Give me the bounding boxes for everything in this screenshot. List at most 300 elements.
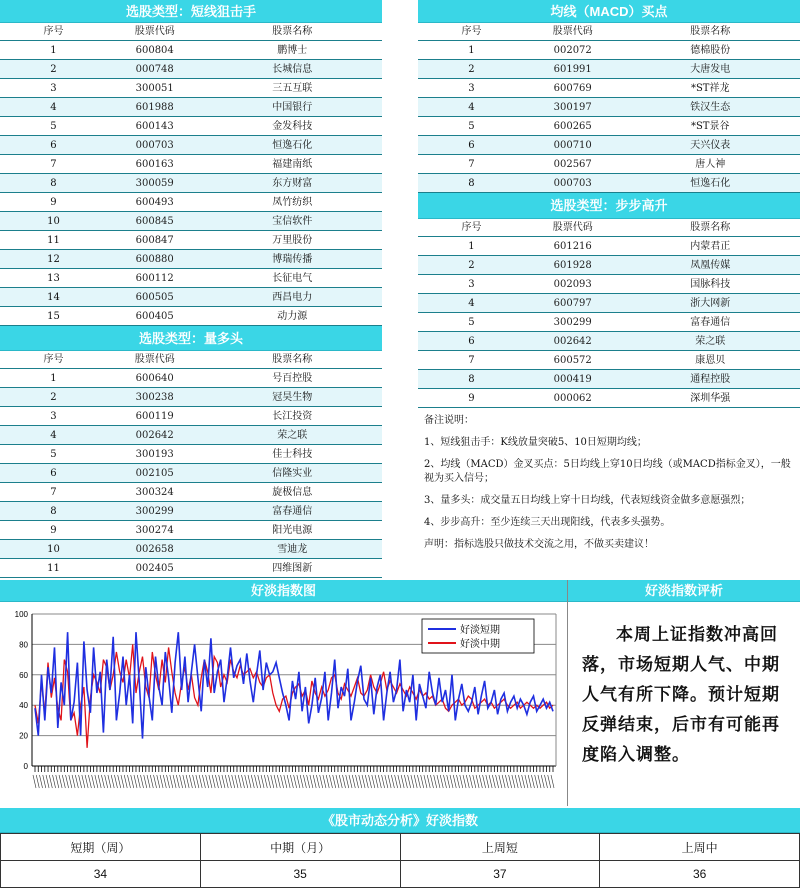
- name-cell: 旋极信息: [202, 483, 382, 502]
- table-row: [418, 351, 800, 370]
- seq-cell: 5: [0, 117, 107, 136]
- name-cell: 国脉科技: [620, 275, 800, 294]
- seq-cell: 1: [418, 41, 525, 60]
- code-cell: 601988: [107, 98, 203, 117]
- code-cell: 300324: [107, 483, 203, 502]
- x-tick-mark: [382, 775, 385, 788]
- x-tick-mark: [281, 775, 284, 788]
- table-row: [418, 136, 800, 155]
- x-tick-mark: [144, 775, 147, 788]
- table-row: [0, 79, 382, 98]
- x-tick-mark: [53, 775, 56, 788]
- x-tick-mark: [395, 775, 398, 788]
- x-tick-mark: [62, 775, 65, 788]
- x-tick-mark: [108, 775, 111, 788]
- table-row: [418, 332, 800, 351]
- x-tick-mark: [329, 775, 332, 788]
- table-row: [0, 250, 382, 269]
- seq-cell: 3: [0, 79, 107, 98]
- x-tick-mark: [430, 775, 433, 788]
- evaluation-title: 好淡指数评析: [568, 580, 800, 602]
- name-cell: 鹏博士: [202, 41, 382, 60]
- name-cell: 恒逸石化: [620, 174, 800, 193]
- name-cell: *ST景谷: [620, 117, 800, 136]
- code-cell: 002642: [525, 332, 621, 351]
- summary-value-mid-month: 35: [200, 861, 400, 888]
- x-tick-mark: [499, 775, 502, 788]
- macd-title: 均线（MACD）买点: [418, 0, 800, 23]
- col-seq: 序号: [0, 351, 107, 369]
- table-row: [418, 98, 800, 117]
- x-tick-mark: [131, 775, 134, 788]
- seq-cell: 12: [0, 250, 107, 269]
- x-tick-mark: [173, 775, 176, 788]
- table-row: [418, 174, 800, 193]
- seq-cell: 10: [0, 540, 107, 559]
- code-cell: 000062: [525, 389, 621, 408]
- x-tick-mark: [79, 775, 82, 788]
- x-tick-mark: [303, 775, 306, 788]
- x-tick-mark: [69, 775, 72, 788]
- note-item-3: 3、量多头：成交量五日均线上穿十日均线，代表短线资金做多意愿强烈；: [424, 495, 751, 506]
- name-cell: 铁汉生态: [620, 98, 800, 117]
- table-row: [418, 294, 800, 313]
- x-tick-mark: [479, 775, 482, 788]
- table-row: [0, 307, 382, 326]
- steps-title: 选股类型：步步高升: [418, 193, 800, 219]
- x-tick-mark: [378, 775, 381, 788]
- x-tick-mark: [124, 775, 127, 788]
- col-name: 股票名称: [620, 23, 800, 41]
- seq-cell: 9: [0, 521, 107, 540]
- x-tick-mark: [277, 775, 280, 788]
- summary-header-short-week: 短期（周）: [1, 834, 201, 861]
- evaluation-panel: [568, 580, 800, 806]
- x-tick-mark: [535, 775, 538, 788]
- table-row: [418, 79, 800, 98]
- seq-cell: 10: [0, 212, 107, 231]
- code-cell: 600265: [525, 117, 621, 136]
- x-tick-mark: [180, 775, 183, 788]
- x-tick-mark: [323, 775, 326, 788]
- x-tick-mark: [326, 775, 329, 788]
- x-tick-mark: [486, 775, 489, 788]
- table-row: [418, 313, 800, 332]
- table-row: [0, 388, 382, 407]
- summary-value-last-short: 37: [400, 861, 600, 888]
- name-cell: 金发科技: [202, 117, 382, 136]
- table-row: [0, 521, 382, 540]
- table-header-row: [418, 219, 800, 237]
- name-cell: 通程控股: [620, 370, 800, 389]
- summary-header-last-short: 上周短: [400, 834, 600, 861]
- x-tick-mark: [463, 775, 466, 788]
- table-row: [418, 117, 800, 136]
- x-tick-mark: [427, 775, 430, 788]
- x-tick-mark: [443, 775, 446, 788]
- x-tick-mark: [95, 775, 98, 788]
- seq-cell: 2: [0, 388, 107, 407]
- col-name: 股票名称: [620, 219, 800, 237]
- name-cell: 长江投资: [202, 407, 382, 426]
- x-tick-mark: [515, 775, 518, 788]
- table-row: [418, 60, 800, 79]
- table-row: [0, 540, 382, 559]
- seq-cell: 1: [418, 237, 525, 256]
- name-cell: 浙大网新: [620, 294, 800, 313]
- col-code: 股票代码: [107, 23, 203, 41]
- notes-section: [418, 408, 800, 552]
- seq-cell: 8: [418, 370, 525, 389]
- x-tick-mark: [212, 775, 215, 788]
- x-tick-mark: [509, 775, 512, 788]
- code-cell: 300274: [107, 521, 203, 540]
- x-tick-mark: [248, 775, 251, 788]
- x-tick-mark: [92, 775, 95, 788]
- chart-legend: [422, 619, 534, 653]
- table-row: [0, 369, 382, 388]
- x-tick-mark: [170, 775, 173, 788]
- code-cell: 600405: [107, 307, 203, 326]
- steps-table: [418, 219, 800, 408]
- note-item-4: 4、步步高升：至少连续三天出现阳线，代表多头强势。: [424, 517, 671, 528]
- x-tick-mark: [408, 775, 411, 788]
- seq-cell: 15: [0, 307, 107, 326]
- code-cell: 300197: [525, 98, 621, 117]
- x-tick-mark: [258, 775, 261, 788]
- name-cell: 冠昊生物: [202, 388, 382, 407]
- summary-header-row: [1, 834, 800, 861]
- table-row: [0, 559, 382, 578]
- x-tick-mark: [417, 775, 420, 788]
- x-tick-mark: [466, 775, 469, 788]
- table-row: [0, 117, 382, 136]
- name-cell: 博瑞传播: [202, 250, 382, 269]
- table-row: [0, 483, 382, 502]
- x-tick-mark: [72, 775, 75, 788]
- col-seq: 序号: [0, 23, 107, 41]
- x-tick-mark: [251, 775, 254, 788]
- name-cell: 三五互联: [202, 79, 382, 98]
- seq-cell: 4: [418, 98, 525, 117]
- code-cell: 600493: [107, 193, 203, 212]
- code-cell: 002093: [525, 275, 621, 294]
- table-row: [0, 231, 382, 250]
- x-tick-mark: [160, 775, 163, 788]
- table-row: [418, 155, 800, 174]
- x-tick-mark: [219, 775, 222, 788]
- x-tick-mark: [339, 775, 342, 788]
- seq-cell: 2: [0, 60, 107, 79]
- name-cell: 信隆实业: [202, 464, 382, 483]
- table-row: [418, 370, 800, 389]
- code-cell: 600880: [107, 250, 203, 269]
- x-tick-mark: [346, 775, 349, 788]
- code-cell: 300299: [107, 502, 203, 521]
- x-tick-mark: [228, 775, 231, 788]
- x-tick-mark: [362, 775, 365, 788]
- x-tick-mark: [447, 775, 450, 788]
- index-chart-title: 好淡指数图: [0, 580, 567, 602]
- y-tick-label: 20: [19, 731, 28, 741]
- seq-cell: 3: [418, 275, 525, 294]
- name-cell: 四维图新: [202, 559, 382, 578]
- seq-cell: 5: [0, 445, 107, 464]
- summary-header-last-mid: 上周中: [600, 834, 800, 861]
- table-header-row: [418, 23, 800, 41]
- code-cell: 600119: [107, 407, 203, 426]
- code-cell: 300193: [107, 445, 203, 464]
- note-item-2: 2、均线（MACD）金叉买点：5日均线上穿10日均线（或MACD指标金叉），一般视为买入信号；: [424, 459, 791, 484]
- name-cell: 动力源: [202, 307, 382, 326]
- table-row: [418, 41, 800, 60]
- x-tick-mark: [43, 775, 46, 788]
- name-cell: 唐人神: [620, 155, 800, 174]
- seq-cell: 4: [0, 98, 107, 117]
- name-cell: 深圳华强: [620, 389, 800, 408]
- x-tick-mark: [411, 775, 414, 788]
- seq-cell: 2: [418, 60, 525, 79]
- x-tick-mark: [193, 775, 196, 788]
- x-tick-mark: [440, 775, 443, 788]
- x-tick-mark: [372, 775, 375, 788]
- x-tick-mark: [199, 775, 202, 788]
- x-tick-mark: [215, 775, 218, 788]
- x-tick-mark: [316, 775, 319, 788]
- col-name: 股票名称: [202, 23, 382, 41]
- table-row: [0, 60, 382, 79]
- x-tick-mark: [137, 775, 140, 788]
- x-tick-mark: [505, 775, 508, 788]
- x-tick-mark: [127, 775, 130, 788]
- x-tick-mark: [150, 775, 153, 788]
- code-cell: 300238: [107, 388, 203, 407]
- x-tick-mark: [450, 775, 453, 788]
- y-tick-label: 40: [19, 701, 28, 711]
- evaluation-text: 本周上证指数冲高回落，市场短期人气、中期人气有所下降。预计短期反弹结束，后市有可能再度陷入调整。: [582, 625, 780, 765]
- x-tick-mark: [141, 775, 144, 788]
- seq-cell: 6: [418, 332, 525, 351]
- x-tick-mark: [434, 775, 437, 788]
- x-tick-mark: [398, 775, 401, 788]
- x-tick-mark: [75, 775, 78, 788]
- summary-panel: [0, 808, 800, 888]
- code-cell: 600804: [107, 41, 203, 60]
- index-chart: [0, 602, 567, 806]
- name-cell: 恒逸石化: [202, 136, 382, 155]
- x-tick-mark: [114, 775, 117, 788]
- x-tick-mark: [111, 775, 114, 788]
- x-tick-mark: [365, 775, 368, 788]
- x-tick-mark: [287, 775, 290, 788]
- table-row: [0, 212, 382, 231]
- seq-cell: 5: [418, 313, 525, 332]
- name-cell: 号百控股: [202, 369, 382, 388]
- seq-cell: 4: [0, 426, 107, 445]
- code-cell: 000703: [107, 136, 203, 155]
- x-tick-mark: [225, 775, 228, 788]
- code-cell: 600112: [107, 269, 203, 288]
- x-tick-mark: [388, 775, 391, 788]
- x-tick-mark: [369, 775, 372, 788]
- x-tick-mark: [274, 775, 277, 788]
- seq-cell: 6: [0, 136, 107, 155]
- x-tick-mark: [342, 775, 345, 788]
- x-tick-mark: [391, 775, 394, 788]
- seq-cell: 14: [0, 288, 107, 307]
- code-cell: 600640: [107, 369, 203, 388]
- x-tick-mark: [154, 775, 157, 788]
- code-cell: 600505: [107, 288, 203, 307]
- disclaimer: 声明：指标选股只做技术交流之用，不做买卖建议！: [424, 539, 654, 550]
- x-tick-mark: [489, 775, 492, 788]
- x-tick-mark: [349, 775, 352, 788]
- x-tick-mark: [242, 775, 245, 788]
- table-row: [0, 288, 382, 307]
- x-tick-mark: [167, 775, 170, 788]
- name-cell: 长征电气: [202, 269, 382, 288]
- y-tick-label: 100: [14, 610, 28, 619]
- x-tick-mark: [88, 775, 91, 788]
- code-cell: 600845: [107, 212, 203, 231]
- name-cell: 荣之联: [202, 426, 382, 445]
- x-tick-mark: [121, 775, 124, 788]
- volume-table: [0, 351, 382, 578]
- notes-heading: 备注说明：: [424, 415, 474, 426]
- x-tick-mark: [333, 775, 336, 788]
- x-tick-mark: [284, 775, 287, 788]
- x-tick-mark: [46, 775, 49, 788]
- seq-cell: 2: [418, 256, 525, 275]
- x-tick-mark: [460, 775, 463, 788]
- seq-cell: 6: [0, 464, 107, 483]
- x-tick-mark: [359, 775, 362, 788]
- code-cell: 002072: [525, 41, 621, 60]
- code-cell: 002658: [107, 540, 203, 559]
- x-tick-mark: [105, 775, 108, 788]
- x-tick-mark: [261, 775, 264, 788]
- x-tick-mark: [352, 775, 355, 788]
- short-line-panel: [0, 0, 382, 578]
- x-tick-mark: [414, 775, 417, 788]
- volume-title: 选股类型：量多头: [0, 326, 382, 351]
- name-cell: 天兴仪表: [620, 136, 800, 155]
- x-tick-mark: [157, 775, 160, 788]
- name-cell: 宝信软件: [202, 212, 382, 231]
- x-tick-mark: [541, 775, 544, 788]
- code-cell: 600572: [525, 351, 621, 370]
- summary-value-last-mid: 36: [600, 861, 800, 888]
- x-tick-mark: [476, 775, 479, 788]
- x-tick-mark: [522, 775, 525, 788]
- x-tick-mark: [437, 775, 440, 788]
- code-cell: 600143: [107, 117, 203, 136]
- code-cell: 300051: [107, 79, 203, 98]
- seq-cell: 1: [0, 369, 107, 388]
- summary-header-mid-month: 中期（月）: [200, 834, 400, 861]
- name-cell: 东方财富: [202, 174, 382, 193]
- x-tick-mark: [268, 775, 271, 788]
- table-row: [0, 502, 382, 521]
- seq-cell: 7: [0, 155, 107, 174]
- x-tick-mark: [307, 775, 310, 788]
- summary-table: [0, 833, 800, 888]
- name-cell: 荣之联: [620, 332, 800, 351]
- seq-cell: 8: [0, 502, 107, 521]
- legend-label: 好淡中期: [460, 639, 500, 650]
- code-cell: 601216: [525, 237, 621, 256]
- seq-cell: 7: [418, 351, 525, 370]
- seq-cell: 11: [0, 559, 107, 578]
- seq-cell: 9: [0, 193, 107, 212]
- x-tick-mark: [264, 775, 267, 788]
- col-code: 股票代码: [525, 23, 621, 41]
- seq-cell: 7: [418, 155, 525, 174]
- seq-cell: 7: [0, 483, 107, 502]
- x-tick-mark: [271, 775, 274, 788]
- x-tick-mark: [147, 775, 150, 788]
- x-tick-mark: [492, 775, 495, 788]
- name-cell: 凤竹纺织: [202, 193, 382, 212]
- x-tick-mark: [49, 775, 52, 788]
- x-tick-mark: [518, 775, 521, 788]
- x-tick-mark: [238, 775, 241, 788]
- name-cell: *ST祥龙: [620, 79, 800, 98]
- summary-title: 《股市动态分析》好淡指数: [0, 808, 800, 833]
- y-tick-label: 60: [19, 670, 28, 680]
- x-tick-mark: [82, 775, 85, 788]
- code-cell: 300299: [525, 313, 621, 332]
- note-item-1: 1、短线狙击手：K线放量突破5、10日短期均线；: [424, 437, 647, 448]
- x-tick-mark: [36, 775, 39, 788]
- seq-cell: 8: [418, 174, 525, 193]
- x-tick-mark: [290, 775, 293, 788]
- x-tick-mark: [473, 775, 476, 788]
- x-tick-mark: [98, 775, 101, 788]
- code-cell: 002105: [107, 464, 203, 483]
- x-tick-mark: [294, 775, 297, 788]
- x-tick-mark: [176, 775, 179, 788]
- table-row: [0, 445, 382, 464]
- x-tick-mark: [453, 775, 456, 788]
- x-tick-mark: [356, 775, 359, 788]
- x-tick-mark: [404, 775, 407, 788]
- summary-value-short-week: 34: [1, 861, 201, 888]
- table-row: [0, 41, 382, 60]
- table-row: [0, 136, 382, 155]
- x-tick-mark: [531, 775, 534, 788]
- name-cell: 长城信息: [202, 60, 382, 79]
- x-tick-mark: [118, 775, 121, 788]
- col-seq: 序号: [418, 23, 525, 41]
- code-cell: 601928: [525, 256, 621, 275]
- table-row: [0, 155, 382, 174]
- table-row: [0, 193, 382, 212]
- index-chart-panel: [0, 580, 568, 806]
- table-row: [0, 98, 382, 117]
- code-cell: 002642: [107, 426, 203, 445]
- summary-value-row: [1, 861, 800, 888]
- table-row: [418, 237, 800, 256]
- x-tick-mark: [255, 775, 258, 788]
- table-header-row: [0, 351, 382, 369]
- x-tick-mark: [483, 775, 486, 788]
- code-cell: 600163: [107, 155, 203, 174]
- name-cell: 西昌电力: [202, 288, 382, 307]
- short-line-table: [0, 23, 382, 326]
- x-tick-mark: [196, 775, 199, 788]
- x-tick-mark: [163, 775, 166, 788]
